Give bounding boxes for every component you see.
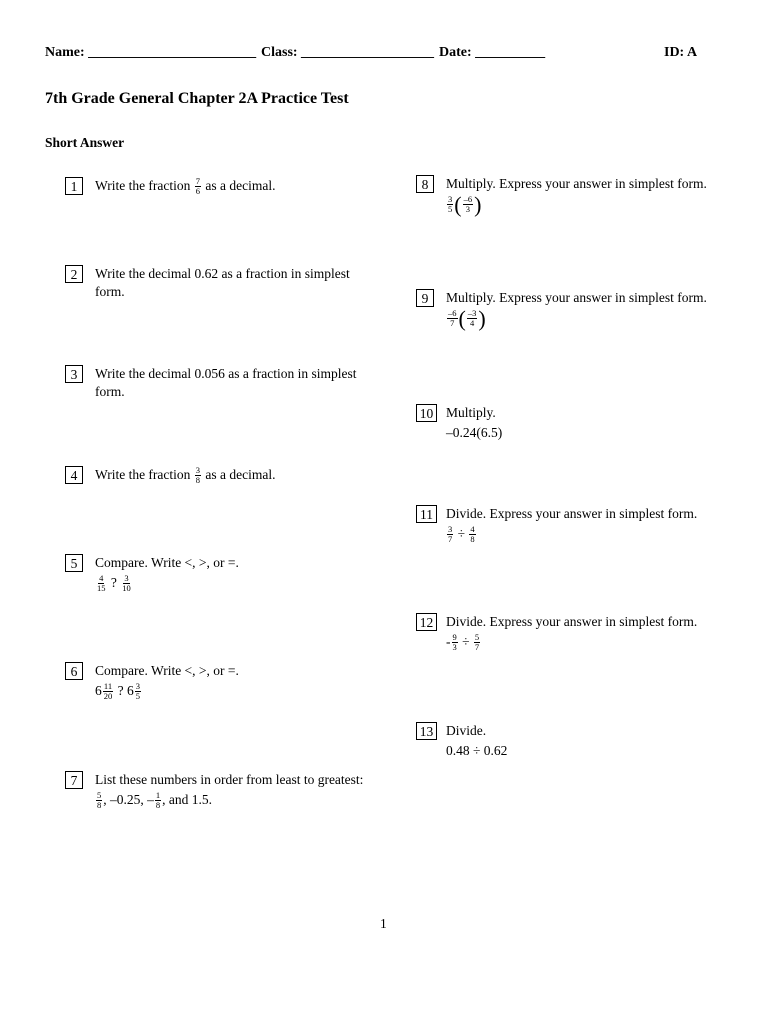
denominator: 7 — [448, 534, 453, 545]
fraction — [135, 682, 141, 701]
number-list-end: , and 1.5. — [162, 792, 212, 807]
numerator: 3 — [448, 194, 453, 205]
question-text — [95, 466, 276, 485]
negative-sign: - — [446, 634, 451, 649]
math-expression: 0.48 ÷ 0.62 — [446, 743, 508, 758]
operator: ÷ — [457, 526, 466, 541]
question-text — [446, 175, 707, 217]
denominator: 7 — [450, 318, 455, 329]
numerator: 9 — [452, 632, 457, 643]
fraction — [447, 309, 458, 328]
denominator: 8 — [470, 534, 475, 545]
numerator: 3 — [195, 465, 201, 476]
question-prompt: Write the fraction — [95, 467, 191, 482]
question-text — [95, 177, 276, 196]
question-text — [446, 289, 707, 331]
fraction — [447, 195, 453, 214]
fraction — [96, 791, 102, 810]
question-number: 8 — [416, 175, 434, 193]
question-number: 11 — [416, 505, 437, 523]
math-expression — [95, 574, 239, 593]
numerator: 4 — [470, 524, 475, 535]
question-prompt-end: as a decimal. — [205, 467, 276, 482]
question-prompt: Multiply. Express your answer in simplest form. — [446, 290, 707, 305]
question-prompt: Multiply. — [446, 405, 496, 420]
question-number: 4 — [65, 466, 83, 484]
math-expression — [95, 791, 363, 810]
question-prompt: Divide. Express your answer in simplest form. — [446, 506, 698, 521]
right-paren: ) — [478, 305, 486, 331]
math-expression — [446, 191, 707, 217]
math-expression — [446, 525, 697, 544]
question-prompt: Divide. — [446, 723, 487, 738]
denominator: 8 — [195, 475, 201, 486]
numerator: 7 — [195, 176, 201, 187]
question-text — [95, 771, 363, 810]
question-number: 12 — [416, 613, 437, 631]
operator: ? — [110, 575, 117, 590]
numerator: 5 — [97, 790, 102, 801]
numerator: 11 — [103, 681, 113, 692]
question-text — [446, 613, 697, 652]
question-prompt: Divide. Express your answer in simplest form. — [446, 614, 698, 629]
math-expression — [446, 633, 697, 652]
numerator: 4 — [99, 573, 104, 584]
question-number: 5 — [65, 554, 83, 572]
denominator: 7 — [474, 642, 480, 653]
left-paren: ( — [458, 305, 466, 331]
numerator: 5 — [474, 632, 480, 643]
question-prompt-end: as a decimal. — [205, 178, 276, 193]
fraction — [96, 574, 107, 593]
operator: ÷ — [462, 634, 470, 649]
fraction — [195, 177, 201, 196]
test-id: ID: A — [664, 45, 698, 60]
question-prompt: Multiply. Express your answer in simplest form. — [446, 176, 707, 191]
fraction — [467, 309, 478, 328]
question-number: 10 — [416, 404, 437, 422]
denominator: 15 — [97, 583, 106, 594]
question-text — [95, 662, 239, 701]
numerator: 3 — [135, 681, 140, 692]
question-text — [446, 722, 507, 760]
class-field: Class: ___________________ — [261, 45, 435, 60]
math-expression: –0.24(6.5) — [446, 425, 503, 440]
question-text — [446, 505, 697, 544]
math-expression — [446, 305, 707, 331]
whole-number: 6 — [95, 683, 102, 698]
left-paren: ( — [454, 191, 462, 217]
whole-number: 6 — [127, 683, 134, 698]
denominator: 5 — [135, 691, 140, 702]
numerator: 3 — [448, 524, 453, 535]
question-text: Write the decimal 0.62 as a fraction in simplest form. — [95, 266, 350, 299]
numerator: –6 — [448, 308, 457, 319]
denominator: 4 — [469, 318, 475, 329]
question-text: Write the decimal 0.056 as a fraction in simplest form. — [95, 366, 357, 399]
denominator: 6 — [195, 186, 201, 197]
right-paren: ) — [474, 191, 482, 217]
denominator: 5 — [448, 204, 453, 215]
number-list: , –0.25, – — [103, 792, 154, 807]
numerator: 3 — [124, 573, 129, 584]
fraction — [469, 525, 475, 544]
fraction — [463, 195, 474, 214]
page-title: 7th Grade General Chapter 2A Practice Test — [45, 90, 349, 107]
page-number: 1 — [380, 916, 387, 931]
denominator: 10 — [122, 583, 131, 594]
question-prompt: List these numbers in order from least to greatest: — [95, 772, 364, 787]
fraction — [474, 633, 480, 652]
denominator: 8 — [97, 800, 102, 811]
fraction — [121, 574, 132, 593]
fraction — [447, 525, 453, 544]
denominator: 20 — [103, 691, 113, 702]
denominator: 3 — [452, 642, 457, 653]
denominator: 3 — [465, 204, 470, 215]
question-prompt: Compare. Write <, >, or =. — [95, 555, 239, 570]
question-number: 7 — [65, 771, 83, 789]
math-expression — [95, 682, 239, 701]
section-heading: Short Answer — [45, 135, 125, 150]
question-number: 9 — [416, 289, 434, 307]
fraction — [452, 633, 458, 652]
question-number: 3 — [65, 365, 83, 383]
question-prompt: Write the fraction — [95, 178, 191, 193]
denominator: 8 — [155, 800, 161, 811]
numerator: 1 — [155, 790, 161, 801]
question-number: 6 — [65, 662, 83, 680]
fraction — [155, 791, 161, 810]
question-text — [446, 404, 502, 442]
question-number: 1 — [65, 177, 83, 195]
name-field: Name: ________________________ — [45, 45, 257, 60]
question-number: 13 — [416, 722, 437, 740]
operator: ? — [117, 683, 124, 698]
numerator: –6 — [463, 194, 473, 205]
numerator: –3 — [467, 308, 477, 319]
question-prompt: Compare. Write <, >, or =. — [95, 663, 239, 678]
fraction — [103, 682, 114, 701]
question-number: 2 — [65, 265, 83, 283]
student-info-header — [45, 45, 705, 65]
question-text — [95, 554, 239, 593]
date-field: Date: __________ — [439, 45, 546, 60]
fraction — [195, 466, 201, 485]
